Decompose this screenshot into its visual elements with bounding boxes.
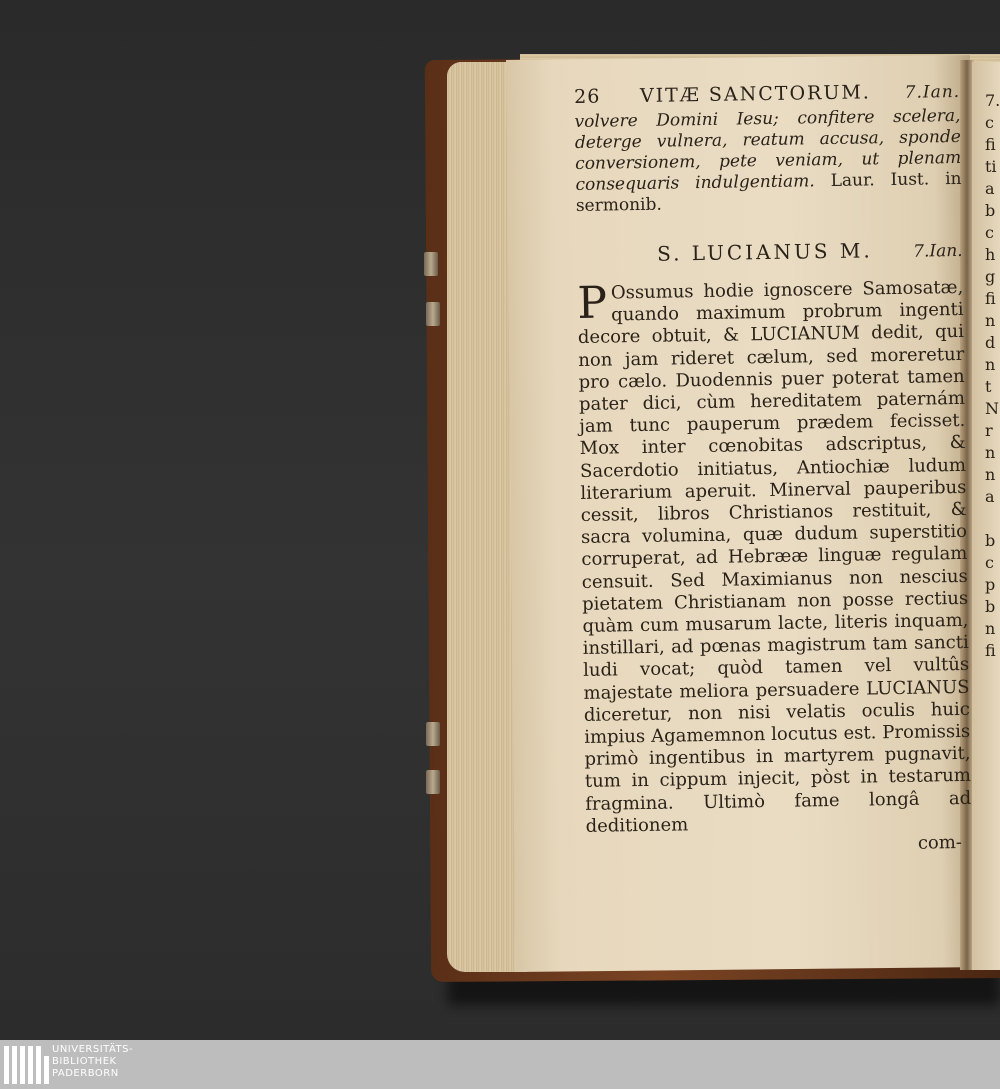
facing-page-line: n	[985, 355, 996, 374]
facing-page-line: b	[985, 597, 996, 616]
running-title: VITÆ SANCTORUM.	[639, 81, 872, 107]
section-date: 7.Ian.	[913, 240, 963, 262]
facing-page-text	[985, 90, 1000, 662]
facing-page-line: d	[985, 333, 996, 352]
page-text	[574, 80, 972, 859]
facing-page-line: N	[985, 399, 999, 418]
facing-page-line: fi	[985, 641, 996, 660]
facing-page-line: fi	[985, 289, 996, 308]
clasp-top	[424, 252, 438, 276]
intro-paragraph	[574, 106, 962, 217]
body-text: Ossumus hodie ignoscere Samosatæ, quando maximum probrum ingenti decore obtuit, & LUCIANUM dedit, qui non jam rideret cælum, sed moreretur pro cælo. Duodennis puer poterat tamen pater dici, cùm hereditatem paternám jam tunc pauperum prædem fecisset. Mox inter cœnobitas adscriptus, & Sacerdotio initiatus, Antiochiæ ludum literarium aperuit. Minerval pauperibus cessit, libros Christianos restituit, & sacra volumina, quæ dudum superstitio corruperat, ad Hebrææ linguæ regulam censuit. Sed Maximianus non nescius pietatem Christianam non posse rectius quàm cum musarum lacte, literis inquam, instillari, ad pœnas magistrum tam sancti ludi vocat; quòd tamen vel vultûs majestate meliora persuadere LUCIANUS diceretur, non nisi velatis oculis huic impius Agamemnon locutus est. Promissis primò ingentibus in martyrem pugnavit, tum in cippum injecit, pòst in testarum fragmina. Ultimò fame longâ ad deditionem	[577, 276, 972, 837]
facing-page-line: n	[985, 443, 996, 462]
facing-page-line: fi	[985, 135, 996, 154]
facing-page-line: ti	[985, 157, 997, 176]
logo-line-1: UNIVERSITÄTS-	[52, 1044, 134, 1055]
facing-page-line: n	[985, 465, 996, 484]
running-date: 7.Ian.	[904, 81, 961, 103]
facing-page-line: b	[985, 531, 996, 550]
section-title: S. LUCIANUS M.	[656, 238, 873, 266]
facing-page-line: c	[985, 113, 994, 132]
facing-page-line: g	[985, 267, 996, 286]
logo-line-2: BIBLIOTHEK	[52, 1056, 117, 1067]
logo-line-3: PADERBORN	[52, 1068, 119, 1079]
facing-page-line: c	[985, 553, 994, 572]
facing-page-line: b	[985, 201, 996, 220]
intro-citation: Laur. Iust. in sermonib.	[575, 168, 962, 216]
facing-page-line: r	[985, 421, 993, 440]
facing-page-line: a	[985, 487, 995, 506]
section-heading	[576, 237, 962, 267]
body-paragraph	[577, 277, 972, 838]
facing-page-line: t	[985, 377, 992, 396]
intro-italic: volvere Domini Iesu; confitere scelera, deterge vulnera, reatum accusa, sponde conversionem, pete veniam, ut plenam consequaris indulgentiam.	[574, 105, 962, 195]
library-logo-icon	[4, 1044, 49, 1084]
drop-cap: P	[577, 277, 608, 329]
clasp-bottom	[426, 770, 440, 794]
facing-page-line: c	[985, 223, 994, 242]
facing-page-line: n	[985, 619, 996, 638]
facing-page-line: a	[985, 179, 995, 198]
facing-page-line: 7.	[985, 91, 1000, 110]
catchword: com-	[917, 832, 963, 854]
page-number: 26	[574, 85, 601, 108]
clasp-lower-mid	[426, 722, 440, 746]
facing-page-line: p	[985, 575, 996, 594]
facing-page-line: h	[985, 245, 996, 264]
running-head	[574, 80, 960, 110]
clasp-upper-mid	[426, 302, 440, 326]
footer-bar	[0, 1040, 1000, 1089]
facing-page-line	[985, 508, 1000, 530]
library-logo-text	[52, 1044, 133, 1080]
facing-page-line: n	[985, 311, 996, 330]
